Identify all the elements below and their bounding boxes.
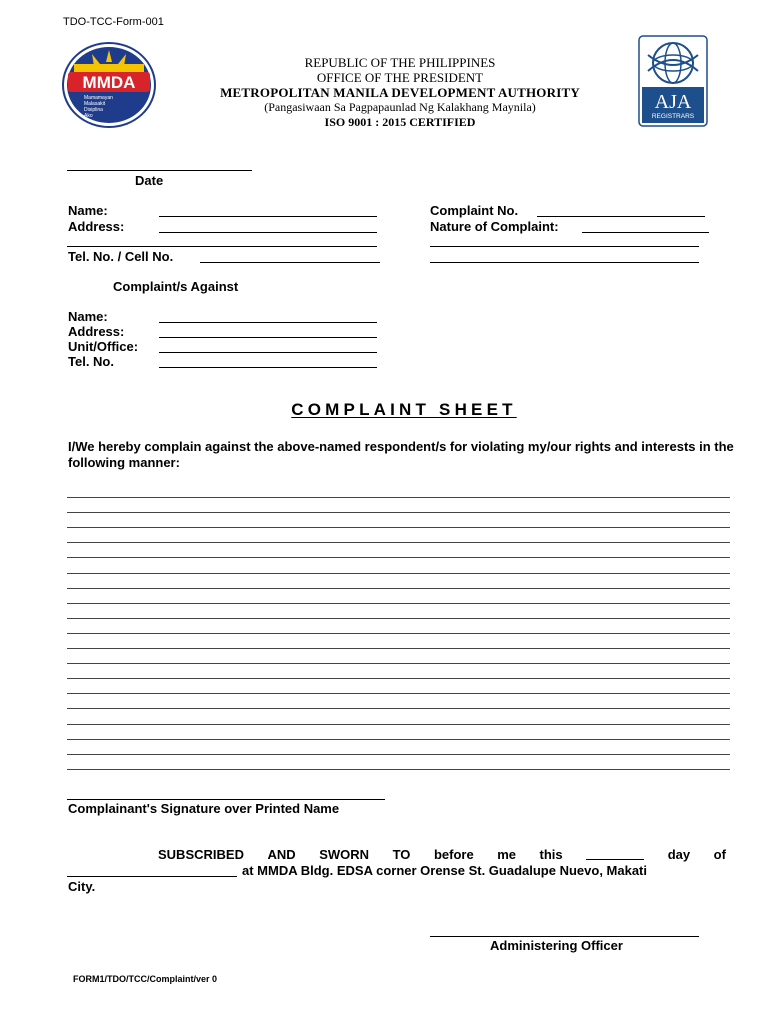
writing-line[interactable] — [67, 527, 730, 528]
complaint-no-line[interactable] — [537, 216, 705, 217]
sworn-line-1 — [158, 847, 726, 862]
mmda-logo-text: MMDA — [82, 73, 136, 92]
form-title: COMPLAINT SHEET — [291, 400, 517, 419]
writing-line[interactable] — [67, 512, 730, 513]
header-tagalog: (Pangasiwaan Sa Pagpapaunlad Ng Kalakhang Maynila) — [264, 100, 536, 114]
writing-line[interactable] — [67, 678, 730, 679]
signature-label: Complainant's Signature over Printed Name — [68, 801, 340, 816]
against-tel-line[interactable] — [159, 367, 377, 368]
mmda-logo — [62, 42, 156, 128]
svg-text:Ako: Ako — [84, 113, 93, 119]
against-name-label: Name: — [68, 309, 108, 324]
writing-line[interactable] — [67, 754, 730, 755]
writing-line[interactable] — [67, 708, 730, 709]
nature-line-2[interactable] — [430, 246, 699, 247]
tel-label: Tel. No. / Cell No. — [68, 249, 174, 264]
sworn-word: SWORN — [319, 847, 370, 862]
sworn-word: of — [713, 847, 726, 862]
aja-logo-text: AJA — [654, 91, 692, 113]
address-label: Address: — [68, 219, 125, 234]
form-code: TDO-TCC-Form-001 — [63, 16, 164, 28]
against-unit-line[interactable] — [159, 352, 377, 353]
aja-logo — [638, 35, 708, 127]
writing-line[interactable] — [67, 497, 730, 498]
writing-line[interactable] — [67, 724, 730, 725]
date-line[interactable] — [67, 170, 252, 171]
writing-line[interactable] — [67, 588, 730, 589]
nature-label: Nature of Complaint: — [430, 219, 559, 234]
officer-line[interactable] — [430, 936, 699, 937]
writing-line[interactable] — [67, 557, 730, 558]
against-heading: Complaint/s Against — [113, 279, 239, 294]
nature-line[interactable] — [582, 232, 709, 233]
address-line[interactable] — [159, 232, 377, 233]
header-republic: REPUBLIC OF THE PHILIPPINES — [304, 55, 496, 70]
sworn-word: day — [667, 847, 691, 862]
against-name-line[interactable] — [159, 322, 377, 323]
writing-line[interactable] — [67, 739, 730, 740]
against-address-line[interactable] — [159, 337, 377, 338]
writing-line[interactable] — [67, 542, 730, 543]
writing-line[interactable] — [67, 618, 730, 619]
svg-text:REGISTRARS: REGISTRARS — [651, 113, 695, 120]
sworn-line-3: City. — [68, 879, 96, 894]
header-office: OFFICE OF THE PRESIDENT — [316, 70, 484, 85]
writing-line[interactable] — [67, 769, 730, 770]
date-label: Date — [135, 173, 164, 188]
sworn-word: SUBSCRIBED — [158, 847, 244, 862]
complaint-statement: I/We hereby complain against the above-named respondent/s for violating my/our rights and interests in the following manner: — [68, 439, 734, 470]
signature-line[interactable] — [67, 799, 385, 800]
sworn-word: this — [539, 847, 563, 862]
address-line-2[interactable] — [67, 246, 377, 247]
sworn-word: before — [433, 847, 474, 862]
header-agency: METROPOLITAN MANILA DEVELOPMENT AUTHORITY — [220, 85, 580, 100]
officer-label: Administering Officer — [490, 938, 623, 953]
writing-line[interactable] — [67, 693, 730, 694]
svg-text:Mamamayan: Mamamayan — [84, 95, 113, 101]
name-label: Name: — [68, 203, 108, 218]
writing-line[interactable] — [67, 603, 730, 604]
against-tel-label: Tel. No. — [68, 354, 114, 369]
against-address-label: Address: — [68, 324, 125, 339]
sworn-line-2: at MMDA Bldg. EDSA corner Orense St. Guadalupe Nuevo, Makati — [242, 863, 647, 878]
against-unit-label: Unit/Office: — [68, 339, 139, 354]
sworn-word: me — [497, 847, 516, 862]
header-iso: ISO 9001 : 2015 CERTIFIED — [324, 115, 476, 129]
svg-text:Malasakit: Malasakit — [84, 101, 106, 107]
tel-line[interactable] — [200, 262, 380, 263]
sworn-day-blank[interactable] — [586, 847, 644, 860]
writing-line[interactable] — [67, 663, 730, 664]
form-version: FORM1/TDO/TCC/Complaint/ver 0 — [73, 974, 218, 984]
nature-line-3[interactable] — [430, 262, 699, 263]
complaint-no-label: Complaint No. — [430, 203, 519, 218]
writing-line[interactable] — [67, 573, 730, 574]
sworn-word: AND — [267, 847, 296, 862]
writing-line[interactable] — [67, 648, 730, 649]
sworn-word: TO — [392, 847, 411, 862]
svg-text:Disiplina: Disiplina — [84, 107, 103, 113]
writing-line[interactable] — [67, 633, 730, 634]
sworn-month-blank[interactable] — [67, 876, 237, 877]
name-line[interactable] — [159, 216, 377, 217]
